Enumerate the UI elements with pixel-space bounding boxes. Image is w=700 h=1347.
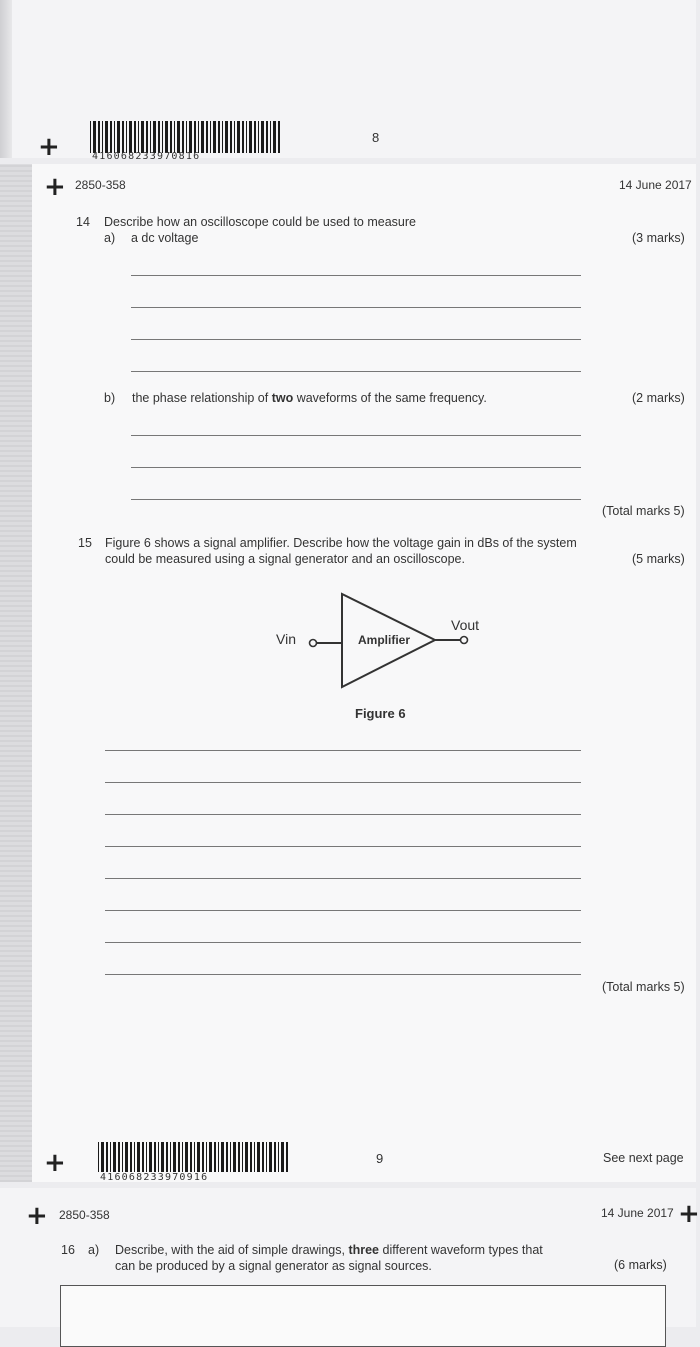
barcode-bar [194,1142,195,1172]
q14-total-marks: (Total marks 5) [602,504,685,518]
barcode-bar [98,1142,99,1172]
barcode-bar [250,1142,252,1172]
amplifier-label: Amplifier [358,633,411,647]
answer-line[interactable] [105,782,581,783]
registration-plus-icon: + [44,1148,66,1178]
barcode-bar [118,1142,120,1172]
answer-box[interactable] [60,1285,666,1347]
barcode-bar [146,1142,147,1172]
answer-line[interactable] [105,942,581,943]
barcode-bar [209,1142,212,1172]
q14-stem: Describe how an oscilloscope could be used to measure [104,215,416,229]
input-terminal [310,640,317,647]
q16a-label: a) [88,1243,100,1257]
barcode-bar [182,1142,183,1172]
barcode-bar [242,1142,243,1172]
barcode-bar [245,1142,248,1172]
next-exam-date: 14 June 2017 [601,1206,674,1220]
barcode-bar [206,1142,207,1172]
q14b-text: the phase relationship of two waveforms of the same frequency. [132,391,487,405]
q15-text-line1: Figure 6 shows a signal amplifier. Describe how the voltage gain in dBs of the system [105,536,577,550]
question-number-14: 14 [76,215,90,229]
barcode-bar [221,1142,224,1172]
barcode-bar [130,1142,132,1172]
barcode-bar [161,1142,164,1172]
vin-label: Vin [276,631,296,647]
barcode-bar [254,1142,255,1172]
barcode-bar [286,1142,288,1172]
barcode-bar [170,1142,171,1172]
barcode-bar [269,1142,272,1172]
barcode-bar [230,1142,231,1172]
question-number-15: 15 [78,536,92,550]
q15-total-marks: (Total marks 5) [602,980,685,994]
barcode-bar [106,1142,108,1172]
output-terminal [461,637,468,644]
q14b-marks: (2 marks) [632,391,685,405]
registration-plus-icon: + [26,1201,48,1231]
barcode-bar [154,1142,156,1172]
barcode-bar [202,1142,204,1172]
barcode-top-number: 416068233970816 [92,151,201,162]
barcode-bar [101,1142,104,1172]
barcode-bar [113,1142,116,1172]
answer-line[interactable] [105,814,581,815]
q16a-text-line2: can be produced by a signal generator as signal sources. [115,1259,432,1273]
barcode-bar [218,1142,219,1172]
q15-marks: (5 marks) [632,552,685,566]
barcode-bar [257,1142,260,1172]
question-number-16: 16 [61,1243,75,1257]
answer-line[interactable] [105,910,581,911]
exam-date: 14 June 2017 [619,178,692,192]
q16a-text-line1: Describe, with the aid of simple drawings, three different waveform types that [115,1243,543,1257]
barcode-bar [178,1142,180,1172]
figure-caption: Figure 6 [355,706,406,721]
barcode-bar [233,1142,236,1172]
answer-line[interactable] [105,974,581,975]
barcode-bar [262,1142,264,1172]
barcode-bar [266,1142,267,1172]
q14a-label: a) [104,231,116,245]
barcode-bar [278,1142,279,1172]
q14a-text: a dc voltage [131,231,199,245]
barcode-bottom-number: 416068233970916 [100,1172,209,1183]
next-paper-code: 2850-358 [59,1208,110,1222]
barcode-bar [134,1142,135,1172]
barcode-bar [214,1142,216,1172]
registration-plus-icon: + [38,132,60,162]
barcode-bar [142,1142,144,1172]
q14a-marks: (3 marks) [632,231,685,245]
registration-plus-icon: + [678,1199,700,1229]
registration-plus-icon: + [44,172,66,202]
answer-line[interactable] [105,750,581,751]
barcode-bar [274,1142,276,1172]
q15-text-line2: could be measured using a signal generator and an oscilloscope. [105,552,465,566]
paper-code: 2850-358 [75,178,126,192]
page-number-top: 8 [372,130,380,145]
see-next-page: See next page [603,1151,684,1165]
barcode-bar [197,1142,200,1172]
page-number-bottom: 9 [376,1151,384,1166]
barcode-bar [173,1142,176,1172]
q14b-label: b) [104,391,116,405]
answer-line[interactable] [105,878,581,879]
barcode-bottom [98,1142,290,1172]
barcode-bar [190,1142,192,1172]
barcode-bar [122,1142,123,1172]
barcode-bar [238,1142,240,1172]
vout-label: Vout [451,617,480,633]
barcode-bar [226,1142,228,1172]
barcode-bar [281,1142,284,1172]
barcode-bar [125,1142,128,1172]
answer-line[interactable] [105,846,581,847]
barcode-bar [185,1142,188,1172]
barcode-bar [166,1142,168,1172]
q16a-marks: (6 marks) [614,1258,667,1272]
barcode-bar [137,1142,140,1172]
barcode-bar [158,1142,159,1172]
barcode-bar [110,1142,111,1172]
barcode-bar [149,1142,152,1172]
